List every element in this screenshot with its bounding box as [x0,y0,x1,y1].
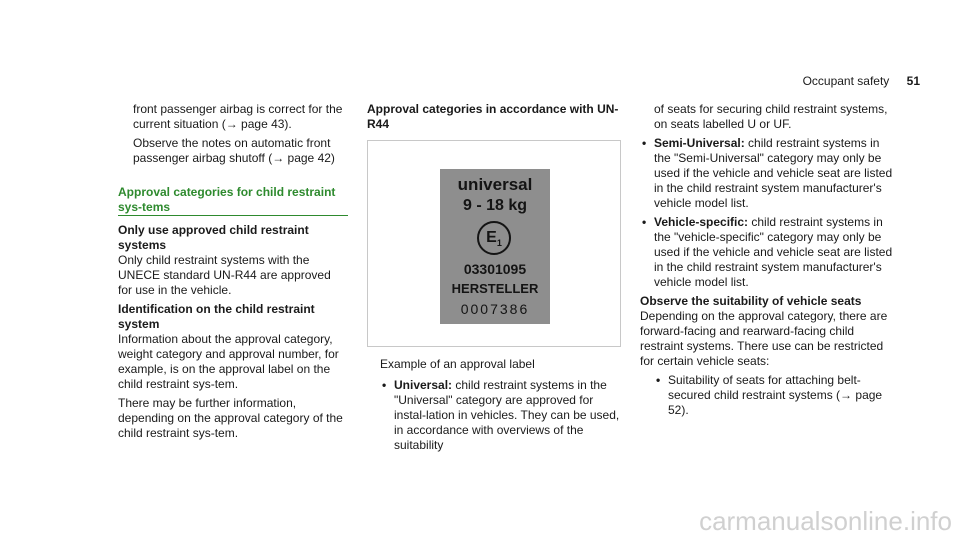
bullet-universal [380,378,620,453]
intro-paragraph-1: front passenger airbag is correct for the current situation (→ page 43). [133,102,343,131]
column-3-body [640,102,898,418]
label-manufacturer: HERSTELLER [451,281,539,296]
bullet-seat-suitability-text: Suitability of seats for attaching belt-secured child restraint systems (→ page 52). [668,373,883,417]
block2-text-2: There may be further information, depending on the approval category of the child restraint sys-tem. [118,396,343,440]
bullet-vehicle-specific [640,215,898,290]
block1-heading: Only use approved child restraint systems [118,223,309,252]
bullet-universal-text: child restraint systems in the "Universal" category are approved for instal-lation in vehicles. They can be used, in accordance with overviews of the suitability [394,378,620,452]
label-universal: universal [457,175,533,194]
bullet-vehicle-specific-text: child restraint systems in the "vehicle-specific" category may only be used if the vehicle and vehicle seat are listed in the child restraint system manufacturer's vehicle model list. [654,215,893,289]
figure-frame [367,140,621,347]
bullet-vehicle-specific-term: Vehicle-specific: [654,215,749,229]
header-title: Occupant safety [802,74,890,88]
intro-block [133,102,343,170]
block2-text: Information about the approval category, weight category and approval number, for example, is on the approval label on the child restraint sys-tem. [118,332,339,391]
continuation-text: of seats for securing child restraint systems, on seats labelled U or UF. [654,102,888,131]
block1-text: Only child restraint systems with the UNECE standard UN-R44 are approved for use in the vehicle. [118,253,331,297]
e-mark-letter: E [486,229,497,246]
label-approval-number: 03301095 [463,261,527,277]
bullet-semi-universal-text: child restraint systems in the "Semi-Universal" category may only be used if the vehicle and vehicle seat are listed in the child restraint system manufacturer's vehicle model list. [654,136,893,210]
approval-label-image [440,169,550,324]
bullet-seat-suitability [654,373,898,418]
label-serial: 0007386 [460,301,530,317]
watermark: carmanualsonline.info [699,506,952,536]
bullet-universal-term: Universal: [394,378,453,392]
figure-caption: Example of an approval label [380,357,535,371]
bullet-semi-universal-term: Semi-Universal: [654,136,745,150]
intro-paragraph-2: Observe the notes on automatic front passenger airbag shutoff (→ page 42) [133,136,335,165]
column-2-heading: Approval categories in accordance with UN-R44 [367,102,619,131]
e-mark-number: 1 [496,238,502,249]
page-header [803,74,920,89]
column-1-body [118,223,348,445]
observe-heading: Observe the suitability of vehicle seats [640,294,862,308]
block2-heading: Identification on the child restraint system [118,302,315,331]
bullet-semi-universal [640,136,898,211]
section-heading-rule [118,215,348,216]
section-heading: Approval categories for child restraint sys-tems [118,185,336,214]
page-number: 51 [906,74,920,88]
observe-text: Depending on the approval category, there are forward-facing and rearward-facing child restraint systems. There use can be restricted for certain vehicle seats: [640,309,888,368]
column-2-body [380,357,620,453]
e-mark-icon [477,221,511,255]
label-weight: 9 - 18 kg [462,197,528,214]
